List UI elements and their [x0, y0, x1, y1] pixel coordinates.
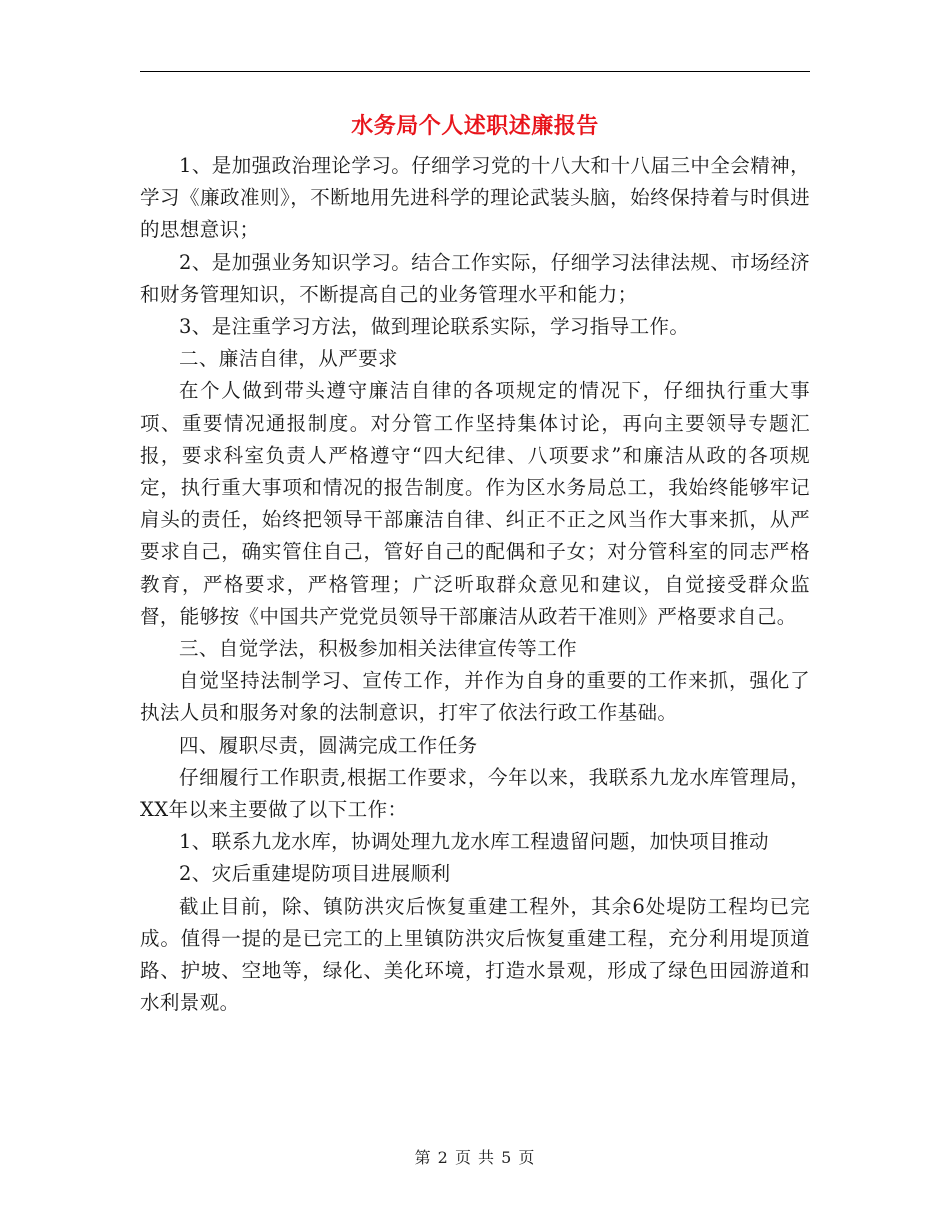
page-number: 第 2 页 共 5 页 [414, 1148, 536, 1167]
paragraph: 自觉坚持法制学习、宣传工作，并作为自身的重要的工作来抓，强化了执法人员和服务对象的法制意识，打牢了依法行政工作基础。 [140, 669, 810, 725]
paragraph: 在个人做到带头遵守廉洁自律的各项规定的情况下，仔细执行重大事项、重要情况通报制度。对分管工作坚持集体讨论，再向主要领导专题汇报，要求科室负责人严格遵守“四大纪律、八项要求”和廉洁从政的各项规定，执行重大事项和情况的报告制度。作为区水务局总工，我始终能够牢记肩头的责任，始终把领导干部廉洁自律、纠正不正之风当作大事来抓，从严要求自己，确实管住自己，管好自己的配偶和子女；对分管科室的同志严格教育，严格要求，严格管理；广泛听取群众意见和建议，自觉接受群众监督，能够按《中国共产党党员领导干部廉洁从政若干准则》严格要求自己。 [140, 379, 810, 628]
header-rule [140, 71, 810, 72]
document-title: 水务局个人述职述廉报告 [351, 113, 599, 139]
section-heading: 三、自觉学法，积极参加相关法律宣传等工作 [179, 637, 578, 661]
section-heading: 二、廉洁自律，从严要求 [179, 347, 398, 371]
document-body [140, 150, 810, 1019]
paragraph: 仔细履行工作职责,根据工作要求，今年以来，我联系九龙水库管理局，XX年以来主要做了以下工作： [140, 765, 810, 822]
paragraph: 3、是注重学习方法，做到理论联系实际，学习指导工作。 [179, 315, 690, 339]
paragraph: 2、是加强业务知识学习。结合工作实际，仔细学习法律法规、市场经济和财务管理知识，不断提高自己的业务管理水平和能力； [140, 250, 810, 306]
paragraph: 1、联系九龙水库，协调处理九龙水库工程遗留问题，加快项目推动 [179, 830, 769, 854]
paragraph: 1、是加强政治理论学习。仔细学习党的十八大和十八届三中全会精神，学习《廉政准则》，不断地用先进科学的理论武装头脑，始终保持着与时俱进的思想意识； [140, 154, 810, 242]
paragraph: 2、灾后重建堤防项目进展顺利 [179, 862, 451, 886]
paragraph: 截止目前，除、镇防洪灾后恢复重建工程外，其余6处堤防工程均已完成。值得一提的是已完工的上里镇防洪灾后恢复重建工程，充分利用堤顶道路、护坡、空地等，绿化、美化环境，打造水景观，形成了绿色田园游道和水利景观。 [140, 894, 810, 1015]
section-heading: 四、履职尽责，圆满完成工作任务 [179, 733, 478, 757]
